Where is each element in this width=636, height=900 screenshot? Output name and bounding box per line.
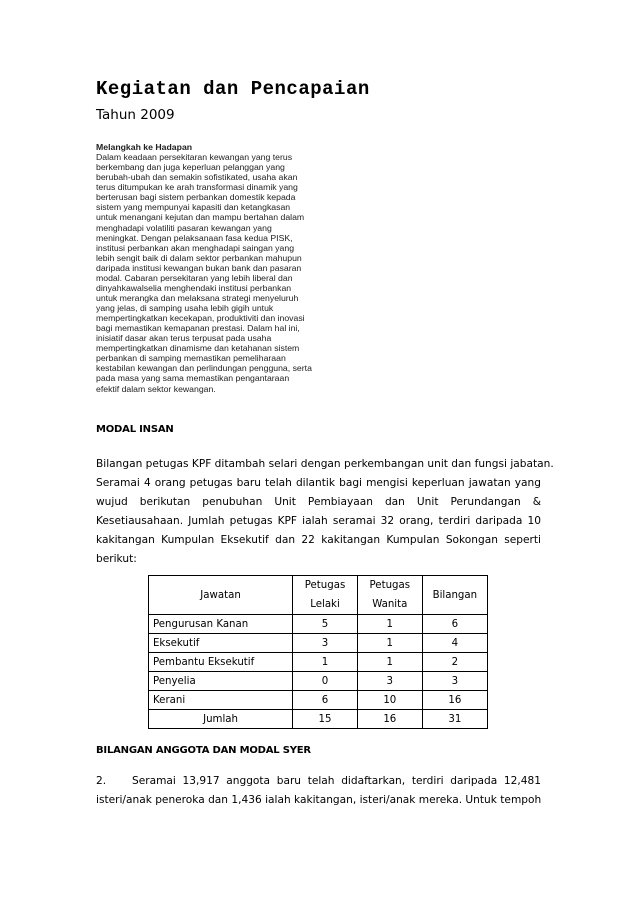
header-bilangan: Bilangan <box>422 576 487 615</box>
header-petugas-lelaki <box>293 576 358 615</box>
table-header-row <box>149 576 488 615</box>
cell-jawatan: Pembantu Eksekutif <box>149 653 293 672</box>
cell-bilangan: 3 <box>422 672 487 691</box>
paragraph-line-text: Seramai 13,917 anggota baru telah didaftarkan, terdiri daripada 12,481 <box>132 775 541 787</box>
paragraph-line: Bilangan petugas KPF ditambah selari dengan perkembangan unit dan fungsi jabatan. <box>96 458 554 470</box>
sidebar-line: perbankan di samping memastikan pemeliharaan <box>96 353 286 364</box>
cell-lelaki: 1 <box>293 653 358 672</box>
cell-bilangan: 16 <box>422 691 487 710</box>
cell-lelaki-total: 15 <box>293 710 358 729</box>
sidebar-line: yang jelas, di samping usaha lebih gigih untuk <box>96 303 274 313</box>
sidebar-line: berterusan bagi sistem perbankan domestik kepada <box>96 192 296 203</box>
paragraph-line: Kesetiausahaan. Jumlah petugas KPF ialah seramai 32 orang, terdiri daripada 10 <box>96 515 541 527</box>
table-total-row <box>149 710 488 729</box>
cell-lelaki: 0 <box>293 672 358 691</box>
paragraph-line <box>96 772 541 791</box>
paragraph-line: isteri/anak peneroka dan 1,436 ialah kakitangan, isteri/anak mereka. Untuk tempoh <box>96 794 542 806</box>
cell-wanita: 1 <box>357 653 422 672</box>
sidebar-block <box>96 142 346 394</box>
sidebar-line: daripada institusi kewangan bukan bank dan pasaran <box>96 262 302 273</box>
header-jawatan: Jawatan <box>149 576 293 615</box>
sidebar-line: inisiatif dasar akan terus terpusat pada usaha <box>96 333 272 344</box>
table-row <box>149 653 488 672</box>
table-row <box>149 615 488 634</box>
sidebar-line: untuk merangka dan melaksana strategi menyeluruh <box>96 292 299 303</box>
table-row <box>149 634 488 653</box>
paragraph-line: Seramai 4 orang petugas baru telah dilantik bagi mengisi keperluan jawatan yang <box>96 477 541 489</box>
section-heading-modal-insan: MODAL INSAN <box>96 424 174 435</box>
sidebar-line: berubah-ubah dan semakin sofistikated, usaha akan <box>96 172 298 183</box>
sidebar-line: sistem yang mempunyai kapasiti dan ketangkasan <box>96 202 291 213</box>
cell-bilangan: 2 <box>422 653 487 672</box>
cell-jawatan: Pengurusan Kanan <box>149 615 293 634</box>
cell-bilangan: 6 <box>422 615 487 634</box>
paragraph-modal-insan <box>96 455 554 569</box>
table-row <box>149 672 488 691</box>
paragraph-anggota <box>96 772 541 810</box>
cell-lelaki: 5 <box>293 615 358 634</box>
cell-wanita: 1 <box>357 634 422 653</box>
sidebar-line: terus ditumpukan ke arah transformasi dinamik yang <box>96 182 298 193</box>
cell-jawatan: Penyelia <box>149 672 293 691</box>
paragraph-number: 2. <box>96 775 107 787</box>
sidebar-line: institusi perbankan akan menghadapi saingan yang <box>96 242 295 253</box>
sidebar-line: untuk menangani kejutan dan mampu bertahan dalam <box>96 212 305 223</box>
cell-wanita: 10 <box>357 691 422 710</box>
sidebar-line: menghadapi volatiliti pasaran kewangan yang <box>96 222 272 233</box>
cell-wanita: 3 <box>357 672 422 691</box>
header-text: Petugas <box>369 580 411 591</box>
sidebar-line: berkembang dan juga keperluan pelanggan yang <box>96 162 285 173</box>
page-title: Kegiatan dan Pencapaian <box>96 78 370 100</box>
cell-bilangan: 4 <box>422 634 487 653</box>
table-row <box>149 691 488 710</box>
paragraph-line: berikut: <box>96 553 137 565</box>
sidebar-line: kestabilan kewangan dan perlindungan pengguna, serta <box>96 363 312 374</box>
paragraph-line: wujud berikutan penubuhan Unit Pembiayaan dan Unit Perundangan & <box>96 496 541 508</box>
sidebar-line: modal. Cabaran persekitaran yang lebih liberal dan <box>96 272 293 283</box>
sidebar-line: mempertingkatkan kecekapan, produktiviti dan inovasi <box>96 313 305 324</box>
cell-lelaki: 3 <box>293 634 358 653</box>
sidebar-line: Dalam keadaan persekitaran kewangan yang terus <box>96 152 293 163</box>
page-subtitle: Tahun 2009 <box>96 107 175 123</box>
cell-wanita: 1 <box>357 615 422 634</box>
cell-lelaki: 6 <box>293 691 358 710</box>
sidebar-line: bagi memastikan kemapanan prestasi. Dalam hal ini, <box>96 323 300 334</box>
header-text: Lelaki <box>310 599 340 610</box>
sidebar-line: mempertingkatkan dinamisme dan ketahanan sistem <box>96 343 300 354</box>
header-petugas-wanita <box>357 576 422 615</box>
cell-jawatan: Kerani <box>149 691 293 710</box>
sidebar-line: pada masa yang sama memastikan pengantaraan <box>96 373 290 384</box>
staff-table <box>148 575 488 729</box>
paragraph-line: kakitangan Kumpulan Eksekutif dan 22 kakitangan Kumpulan Sokongan seperti <box>96 534 541 546</box>
sidebar-line: dinyahkawalselia menghendaki institusi perbankan <box>96 282 292 293</box>
sidebar-line: meningkat. Dengan pelaksanaan fasa kedua PISK, <box>96 232 293 243</box>
cell-bilangan-total: 31 <box>422 710 487 729</box>
cell-jumlah: Jumlah <box>149 710 293 729</box>
header-text: Petugas <box>304 580 346 591</box>
sidebar-line: efektif dalam sektor kewangan. <box>96 383 216 394</box>
cell-wanita-total: 16 <box>357 710 422 729</box>
cell-jawatan: Eksekutif <box>149 634 293 653</box>
sidebar-line: lebih sengit baik di dalam sektor perbankan mahupun <box>96 252 302 263</box>
sidebar-heading: Melangkah ke Hadapan <box>96 142 193 152</box>
header-text: Wanita <box>372 599 408 610</box>
section-heading-anggota: BILANGAN ANGGOTA DAN MODAL SYER <box>96 745 311 756</box>
